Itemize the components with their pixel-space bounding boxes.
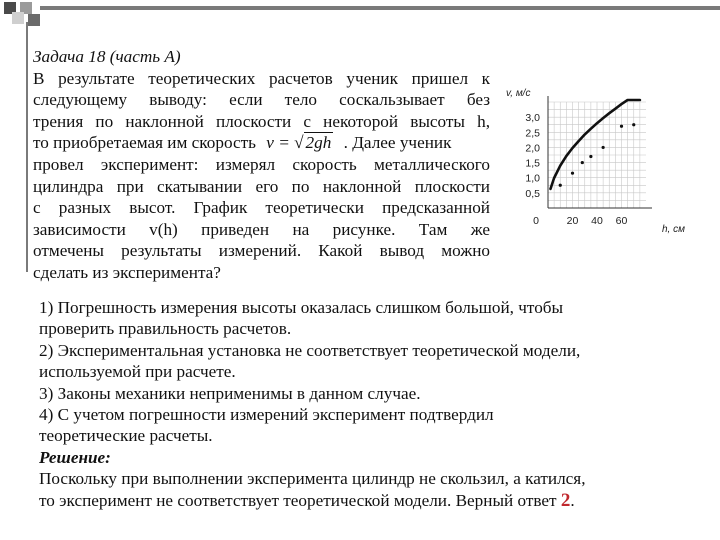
problem-line: отмечены результаты измерений. Какой вывод можно: [33, 241, 490, 261]
option-1-cont: проверить правильность расчетов.: [39, 319, 292, 339]
experiment-point: [589, 155, 592, 158]
experiment-point: [602, 146, 605, 149]
formula-lhs: v =: [266, 133, 290, 153]
formula-radicand: 2gh: [305, 133, 332, 153]
option-4-cont: теоретические расчеты.: [39, 426, 213, 446]
solution-line-answer: [39, 490, 699, 511]
option-2: 2) Экспериментальная установка не соответствует теоретической модели,: [39, 340, 581, 360]
y-tick-label: 2,0: [525, 142, 540, 155]
y-tick-label: 0,5: [525, 187, 540, 200]
problem-text: то приобретаемая им скорость: [33, 133, 256, 153]
experiment-point: [559, 184, 562, 187]
velocity-formula: [266, 132, 333, 154]
experiment-point: [632, 123, 635, 126]
problem-line: зависимости v(h) приведен на рисунке. Там же: [33, 219, 490, 239]
experiment-point: [620, 125, 623, 128]
deco-square-light: [12, 12, 24, 24]
x-tick-label: 20: [566, 215, 579, 227]
chart-svg: [498, 84, 720, 244]
problem-line: провел эксперимент: измерял скорость металлического: [33, 154, 490, 174]
velocity-height-chart: [498, 84, 720, 244]
x-tick-label: 40: [591, 215, 603, 227]
y-axis-label: v, м/с: [506, 88, 531, 99]
option-2-cont: используемой при расчете.: [39, 362, 236, 382]
option-4: 4) С учетом погрешности измерений эксперимент подтвердил: [39, 405, 494, 425]
y-tick-label: 1,0: [525, 172, 540, 185]
deco-square-dark-2: [28, 14, 40, 26]
solution-heading: Решение:: [39, 447, 111, 467]
problem-line: цилиндра при скатывании его по наклонной плоскости: [33, 176, 490, 196]
top-rule: [40, 6, 720, 10]
problem-statement: [33, 46, 490, 284]
left-rule: [26, 22, 28, 272]
solution-text: то эксперимент не соответствует теоретической модели. Верный ответ: [39, 490, 561, 510]
theory-curve: [551, 100, 640, 189]
y-tick-label: 2,5: [525, 127, 540, 140]
problem-line: сделать из эксперимента?: [33, 262, 221, 282]
x-tick-label: 60: [615, 215, 628, 227]
sqrt-icon: √: [294, 133, 304, 153]
correct-answer: 2: [560, 489, 571, 511]
experiment-point: [581, 161, 584, 164]
problem-line: с разных высот. График теоретически предсказанной: [33, 198, 490, 218]
problem-title: Задача 18 (часть А): [33, 47, 181, 66]
y-tick-label: 1,5: [525, 157, 540, 170]
problem-text: . Далее ученик: [343, 133, 452, 153]
x-tick-label: 0: [533, 215, 539, 227]
option-1: 1) Погрешность измерения высоты оказалась слишком большой, чтобы: [39, 298, 564, 317]
y-tick-label: 3,0: [525, 112, 540, 125]
problem-line-formula: [33, 132, 490, 154]
solution-line: Поскольку при выполнении эксперимента цилиндр не скользил, а катился,: [39, 469, 586, 489]
problem-line: следующему выводу: если тело соскальзывает без: [33, 90, 490, 110]
problem-line: трения по наклонной плоскости с некоторой высоты h,: [33, 111, 490, 131]
option-3: 3) Законы механики неприменимы в данном случае.: [39, 383, 421, 403]
solution-period: .: [570, 490, 575, 510]
x-axis-label: h, см: [662, 224, 685, 235]
experiment-point: [571, 172, 574, 175]
answer-options: [39, 297, 699, 511]
problem-line: В результате теоретических расчетов ученик пришел к: [33, 68, 490, 88]
